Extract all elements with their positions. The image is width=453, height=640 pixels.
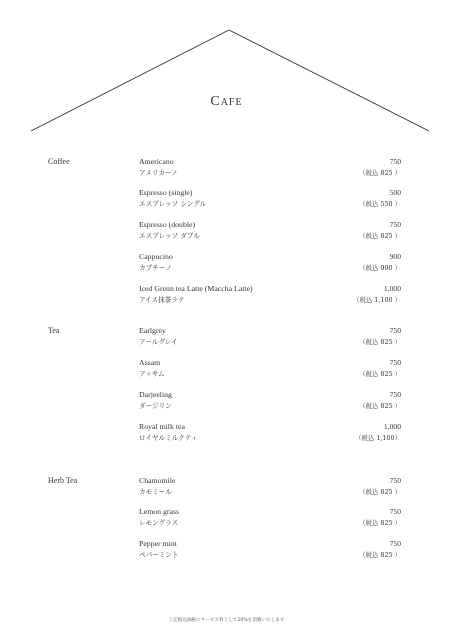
item-price: 750: [389, 507, 401, 516]
item-price-tax: （税込 990 ）: [359, 264, 401, 272]
category-label: Herb Tea: [48, 476, 78, 485]
menu-item: [0, 326, 453, 354]
item-name-en: Iced Grenn tea Latte (Maccha Latte): [139, 284, 253, 293]
item-name-en: Pepper mint: [139, 539, 177, 548]
item-name-en: Americano: [139, 157, 174, 166]
item-price-tax: （税込 825 ）: [359, 551, 401, 559]
service-charge-note: 上記税込価格にサービス料として10%を頂戴いたします: [168, 618, 285, 623]
item-price-tax: （税込 825 ）: [359, 519, 401, 527]
item-price: 900: [389, 252, 401, 261]
category-label: Coffee: [48, 157, 70, 166]
item-name-jp: アメリカーノ: [139, 169, 178, 177]
item-name-en: Assam: [139, 358, 161, 367]
item-name-jp: カプチーノ: [139, 264, 172, 272]
item-name-jp: エスプレッソ シングル: [139, 200, 207, 208]
item-name-en: Earlgrey: [139, 326, 166, 335]
item-price: 1,000: [383, 422, 401, 431]
menu-item: [0, 476, 453, 504]
item-price: 1,000: [383, 284, 401, 293]
menu-item: [0, 539, 453, 567]
page-title: Cafe: [210, 94, 243, 109]
item-name-jp: ロイヤルミルクティ: [139, 434, 198, 442]
item-price-tax: （税込 825 ）: [359, 402, 401, 410]
menu-item: [0, 284, 453, 312]
item-price-tax: （税込 1,100 ）: [353, 296, 401, 304]
item-price-tax: （税込 825 ）: [359, 488, 401, 496]
item-name-jp: アールグレイ: [139, 338, 178, 346]
item-price-tax: （税込 550 ）: [359, 200, 401, 208]
menu-item: [0, 157, 453, 185]
item-price: 750: [389, 390, 401, 399]
item-name-en: Chamomile: [139, 476, 176, 485]
roof-outline: [0, 0, 453, 140]
item-name-en: Lemon grass: [139, 507, 180, 516]
item-price-tax: （税込 825 ）: [359, 370, 401, 378]
item-name-jp: カモミール: [139, 488, 172, 496]
item-price-tax: （税込 825 ）: [359, 169, 401, 177]
item-price: 500: [389, 188, 401, 197]
menu-item: [0, 422, 453, 450]
item-name-jp: レモングラス: [139, 519, 179, 527]
menu-item: [0, 358, 453, 386]
menu-item: [0, 252, 453, 280]
item-name-en: Cappucino: [139, 252, 173, 261]
item-price-tax: （税込 825 ）: [359, 232, 401, 240]
item-price: 750: [389, 157, 401, 166]
item-price: 750: [389, 539, 401, 548]
item-name-en: Royal milk tea: [139, 422, 185, 431]
item-name-en: Espresso (double): [139, 220, 196, 229]
item-price: 750: [389, 220, 401, 229]
item-name-jp: アッサム: [139, 370, 165, 378]
item-name-jp: ペパーミント: [139, 551, 179, 559]
item-name-en: Darjeeling: [139, 390, 172, 399]
item-price-tax: （税込 1,100）: [355, 434, 401, 442]
item-name-en: Espresso (single): [139, 188, 193, 197]
item-name-jp: ダージリン: [139, 402, 172, 410]
menu-item: [0, 390, 453, 418]
menu-item: [0, 220, 453, 248]
item-price: 750: [389, 326, 401, 335]
item-price: 750: [389, 476, 401, 485]
item-name-jp: エスプレッソ ダブル: [139, 232, 200, 240]
item-price-tax: （税込 825 ）: [359, 338, 401, 346]
item-name-jp: アイス抹茶ラテ: [139, 296, 185, 304]
item-price: 750: [389, 358, 401, 367]
menu-item: [0, 507, 453, 535]
category-label: Tea: [48, 326, 60, 335]
menu-item: [0, 188, 453, 216]
